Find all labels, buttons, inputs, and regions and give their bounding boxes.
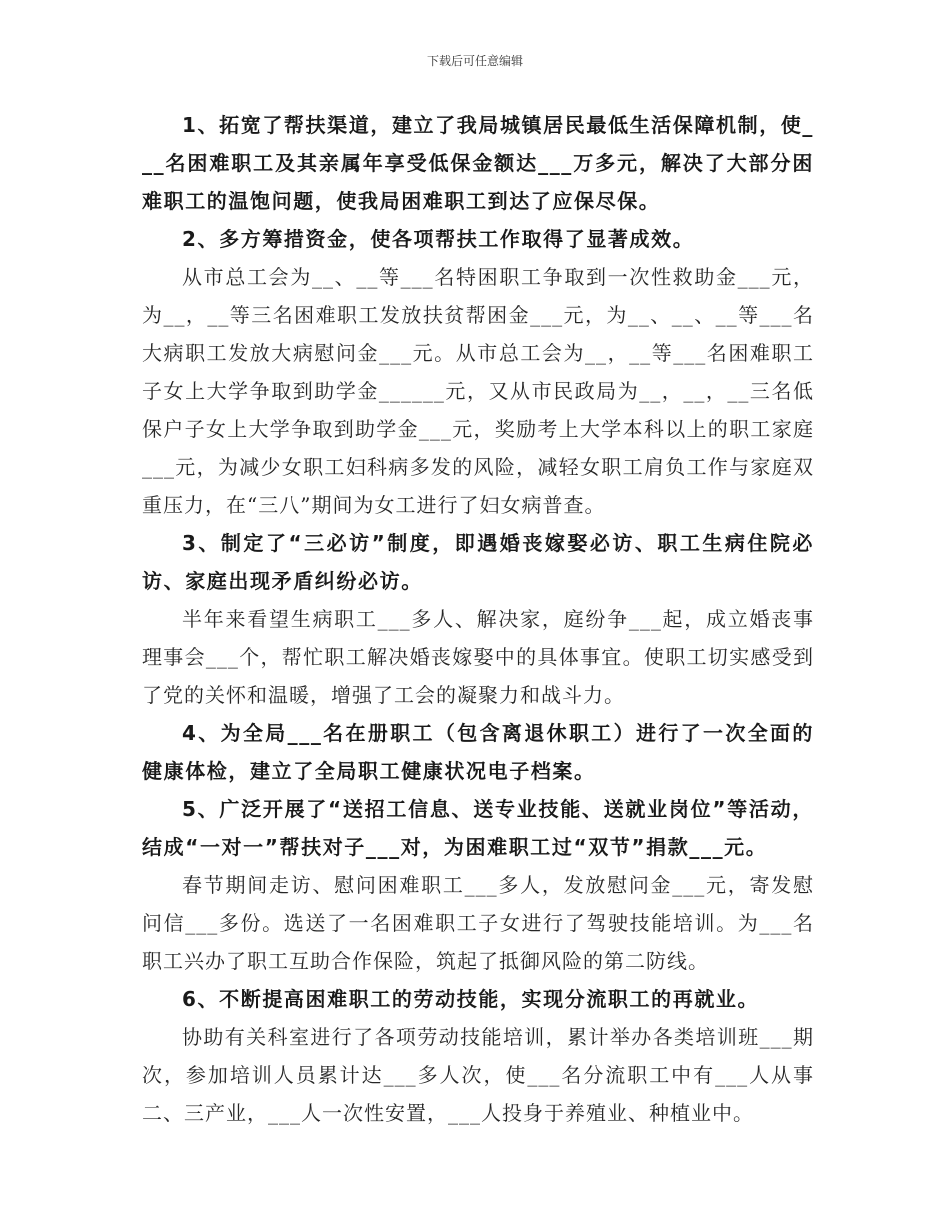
item-6-heading: 6、不断提高困难职工的劳动技能，实现分流职工的再就业。 (182, 987, 760, 1011)
page-header: 下载后可任意编辑 (426, 54, 523, 68)
item-3-body: 半年来看望生病职工___多人、解决家，庭纷争___起，成立婚丧事理事会___个，帮忙职工解决婚丧嫁娶中的具体事宜。使职工切实感受到了党的关怀和温暖，增强了工会的凝聚力和战斗力。 (142, 607, 814, 707)
item-3-heading: 3、制定了“三必访”制度，即遇婚丧嫁娶必访、职工生病住院必访、家庭出现矛盾纠纷必访。 (142, 531, 814, 593)
item-5-body: 春节期间走访、慰问困难职工___多人，发放慰问金___元，寄发慰问信___多份。选送了一名困难职工子女进行了驾驶技能培训。为___名职工兴办了职工互助合作保险，筑起了抵御风险的第二防线。 (142, 873, 814, 973)
item-4-heading: 4、为全局___名在册职工（包含离退休职工）进行了一次全面的健康体检，建立了全局职工健康状况电子档案。 (142, 721, 814, 783)
item-1-heading: 1、拓宽了帮扶渠道，建立了我局城镇居民最低生活保障机制，使___名困难职工及其亲属年享受低保金额达___万多元，解决了大部分困难职工的温饱问题，使我局困难职工到达了应保尽保。 (142, 113, 814, 213)
item-6-body: 协助有关科室进行了各项劳动技能培训，累计举办各类培训班___期次，参加培训人员累计达___多人次，使___名分流职工中有___人从事二、三产业，___人一次性安置，___人投身于养殖业、种植业中。 (142, 1025, 814, 1125)
item-5-heading: 5、广泛开展了“送招工信息、送专业技能、送就业岗位”等活动，结成“一对一”帮扶对子___对，为困难职工过“双节”捐款___元。 (142, 797, 814, 859)
item-2-body: 从市总工会为__、__等___名特困职工争取到一次性救助金___元，为__，__等三名困难职工发放扶贫帮困金___元，为__、__、__等___名大病职工发放大病慰问金___元。从市总工会为__，__等___名困难职工子女上大学争取到助学金______元，又从市民政局为__，__，__三名低保户子女上大学争取到助学金___元，奖励考上大学本科以上的职工家庭___元，为减少女职工妇科病多发的风险，减轻女职工肩负工作与家庭双重压力，在“三八”期间为女工进行了妇女病普查。 (142, 265, 814, 517)
document-body (142, 106, 814, 1132)
item-2-heading: 2、多方筹措资金，使各项帮扶工作取得了显著成效。 (182, 227, 695, 251)
